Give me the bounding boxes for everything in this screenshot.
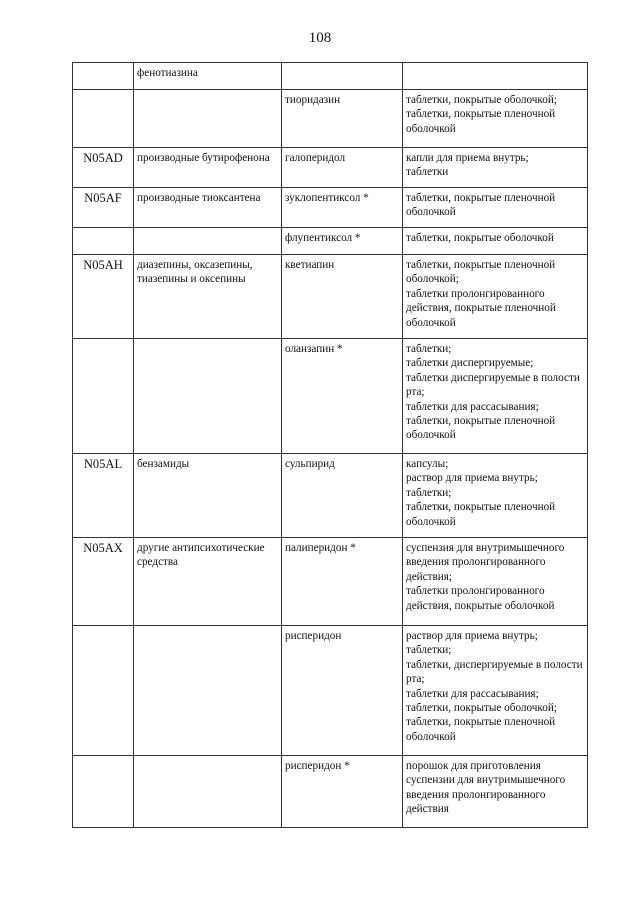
drug-name-cell: палиперидон * — [282, 538, 403, 626]
table-row — [73, 339, 588, 454]
drug-name-cell: тиоридазин — [282, 90, 403, 148]
dosage-form-cell: порошок для приготовления суспензии для внутримышечного введения пролонгированного действия — [403, 756, 588, 828]
table-row — [73, 626, 588, 756]
dosage-form-cell: таблетки, покрытые оболочкой — [403, 228, 588, 255]
group-name-cell — [134, 756, 282, 828]
drug-name-cell: флупентиксол * — [282, 228, 403, 255]
table-row — [73, 148, 588, 188]
dosage-form-cell — [403, 63, 588, 90]
table-row — [73, 255, 588, 339]
drug-table — [72, 62, 588, 828]
dosage-form-cell: таблетки; таблетки диспергируемые; таблетки диспергируемые в полости рта; таблетки для рассасывания; таблетки, покрытые пленочной оболочкой — [403, 339, 588, 454]
table-row — [73, 90, 588, 148]
atc-code-cell — [73, 626, 134, 756]
drug-name-cell — [282, 63, 403, 90]
drug-name-cell: рисперидон — [282, 626, 403, 756]
dosage-form-cell: раствор для приема внутрь; таблетки; таблетки, диспергируемые в полости рта; таблетки для рассасывания; таблетки, покрытые оболочкой; таблетки, покрытые пленочной оболочкой — [403, 626, 588, 756]
group-name-cell: диазепины, оксазепины, тиазепины и оксепины — [134, 255, 282, 339]
atc-code-cell: N05AD — [73, 148, 134, 188]
table-row — [73, 188, 588, 228]
group-name-cell — [134, 339, 282, 454]
atc-code-cell — [73, 63, 134, 90]
drug-name-cell: оланзапин * — [282, 339, 403, 454]
dosage-form-cell: таблетки, покрытые пленочной оболочкой — [403, 188, 588, 228]
dosage-form-cell: капли для приема внутрь; таблетки — [403, 148, 588, 188]
group-name-cell — [134, 90, 282, 148]
dosage-form-cell: таблетки, покрытые оболочкой; таблетки, покрытые пленочной оболочкой — [403, 90, 588, 148]
drug-name-cell: сульпирид — [282, 454, 403, 538]
dosage-form-cell: таблетки, покрытые пленочной оболочкой; таблетки пролонгированного действия, покрытые пленочной оболочкой — [403, 255, 588, 339]
group-name-cell — [134, 228, 282, 255]
table-row — [73, 228, 588, 255]
group-name-cell: другие антипсихотические средства — [134, 538, 282, 626]
atc-code-cell — [73, 90, 134, 148]
group-name-cell: фенотиазина — [134, 63, 282, 90]
atc-code-cell — [73, 339, 134, 454]
table-row — [73, 454, 588, 538]
atc-code-cell: N05AF — [73, 188, 134, 228]
group-name-cell — [134, 626, 282, 756]
table-row — [73, 756, 588, 828]
drug-name-cell: галоперидол — [282, 148, 403, 188]
table-row — [73, 63, 588, 90]
group-name-cell: производные бутирофенона — [134, 148, 282, 188]
group-name-cell: производные тиоксантена — [134, 188, 282, 228]
table-row — [73, 538, 588, 626]
atc-code-cell: N05AL — [73, 454, 134, 538]
dosage-form-cell: суспензия для внутримышечного введения пролонгированного действия; таблетки пролонгированного действия, покрытые оболочкой — [403, 538, 588, 626]
atc-code-cell: N05AX — [73, 538, 134, 626]
atc-code-cell — [73, 228, 134, 255]
dosage-form-cell: капсулы; раствор для приема внутрь; таблетки; таблетки, покрытые пленочной оболочкой — [403, 454, 588, 538]
atc-code-cell — [73, 756, 134, 828]
group-name-cell: бензамиды — [134, 454, 282, 538]
drug-name-cell: кветиапин — [282, 255, 403, 339]
atc-code-cell: N05AH — [73, 255, 134, 339]
page-number: 108 — [308, 30, 332, 46]
drug-name-cell: рисперидон * — [282, 756, 403, 828]
drug-name-cell: зуклопентиксол * — [282, 188, 403, 228]
